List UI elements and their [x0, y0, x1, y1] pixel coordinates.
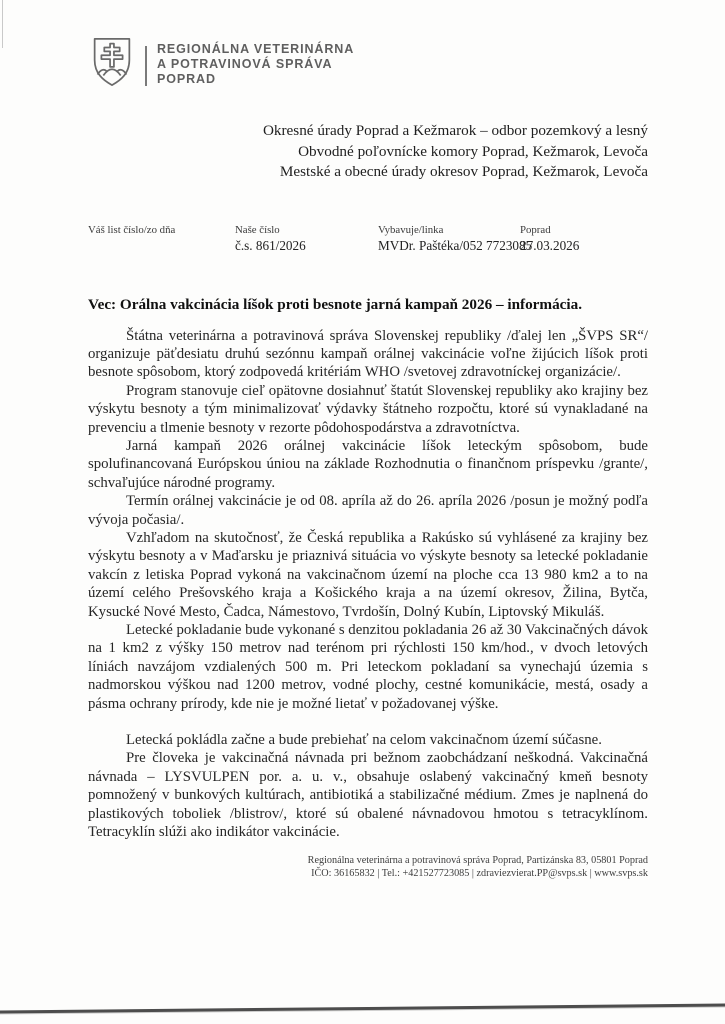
ref-place-date [520, 224, 579, 254]
letter-body [88, 327, 648, 842]
body-paragraph: Jarná kampaň 2026 orálnej vakcinácie líšok leteckým spôsobom, bude spolufinancovaná Európskou úniou na základe Rozhodnutia o finančnom príspevku /grante/, schvaľujúce národné programy. [88, 437, 648, 491]
body-paragraph: Vzhľadom na skutočnosť, že Česká republika a Rakúsko sú vyhlásené za krajiny bez výskytu besnoty a v Maďarsku je priaznivá situácia vo výskyte besnoty sa letecké pokladanie vakcín z letiska Poprad vykoná na vakcinačnom území na ploche cca 13 980 km2 a to na území celého Prešovského kraja a Košického kraja a na území okresov, Žilina, Bytča, Kysucké Nové Mesto, Čadca, Námestovo, Tvrdošín, Dolný Kubín, Liptovský Mikuláš. [88, 529, 648, 620]
ref-handler [378, 224, 532, 254]
org-name-line: POPRAD [157, 71, 216, 86]
body-paragraph: Letecká pokládla začne a bude prebiehať na celom vakcinačnom území súčasne. [126, 732, 602, 749]
body-paragraph: Štátna veterinárna a potravinová správa Slovenskej republiky /ďalej len „ŠVPS SR“/ organizuje päťdesiatu druhú sezónnu kampaň orálnej vakcinácie voľne žijúcich líšok proti besnote spôsobom, ktorý zodpovedá kritériám WHO /svetovej zdravotníckej organizácie/. [88, 327, 648, 381]
ref-our-number-label: Naše číslo [235, 223, 280, 236]
body-paragraph: Termín orálnej vakcinácie je od 08. apríla až do 26. apríla 2026 /posun je možný podľa vývoja počasia/. [88, 493, 648, 528]
slovak-coat-of-arms-icon [88, 35, 136, 89]
ref-our-number [235, 224, 306, 254]
org-name-line: A POTRAVINOVÁ SPRÁVA [157, 56, 333, 71]
reference-row [88, 224, 648, 258]
subject-line: Vec: Orálna vakcinácia líšok proti besnote jarná kampaň 2026 – informácia. [88, 295, 583, 313]
ref-handler-value: MVDr. Paštéka/052 7723085 [378, 237, 533, 253]
body-paragraph: Pre človeka je vakcinačná návnada pri bežnom zaobchádzaní neškodná. Vakcinačná návnada – LYSVULPEN por. a. u. v., obsahuje oslabený vakcinačný kmeň besnoty pomnožený v bunkových kultúrach, antibiotiká a stabilizačné médium. Zmes je naplnená do plastikových toboliek /blistrov/, ktoré sú obalené návnadovou hmotou s tetracyklínom. Tetracyklín slúži ako indikátor vakcinácie. [88, 750, 648, 841]
org-name [157, 38, 354, 87]
recipient-line: Mestské a obecné úrady okresov Poprad, Kežmarok, Levoča [279, 163, 648, 180]
letterhead-divider [145, 46, 147, 86]
recipient-line: Obvodné poľovnícke komory Poprad, Kežmarok, Levoča [298, 142, 648, 160]
org-name-line: REGIONÁLNA VETERINÁRNA [157, 41, 355, 56]
footer-line-1: Regionálna veterinárna a potravinová správa Poprad, Partizánska 83, 05801 Poprad [307, 855, 648, 867]
scan-edge-bottom [0, 1003, 725, 1013]
scan-edge-left [2, 0, 3, 48]
letterhead [88, 35, 725, 89]
footer-line-2: IČO: 36165832 | Tel.: +421527723085 | zdraviezvierat.PP@svps.sk | www.svps.sk [311, 868, 648, 880]
recipient-line: Okresné úrady Poprad a Kežmarok – odbor pozemkový a lesný [262, 122, 648, 139]
footer-contact [88, 854, 648, 880]
ref-handler-label: Vybavuje/linka [378, 223, 444, 236]
ref-place-label: Poprad [520, 223, 551, 236]
body-paragraph: Letecké pokladanie bude vykonané s denzitou pokladania 26 až 30 Vakcinačných dávok na 1 km2 z výšky 150 metrov nad terénom pri rýchlosti 150 km/hod., v dvoch letových líniách navzájom vzdialených 500 m. Pri leteckom pokladaní sa vynechajú územia s nadmorskou výškou nad 1200 metrov, vodné plochy, cestné komunikácie, mestá, osady a pásma ochrany prírody, kde nie je možné lietať v požadovanej výške. [88, 622, 648, 712]
ref-date-value: 27.03.2026 [520, 237, 580, 253]
body-paragraph: Program stanovuje cieľ opätovne dosiahnuť štatút Slovenskej republiky ako krajiny bez výskytu besnoty a tým minimalizovať výdavky štátneho rozpočtu, ktoré sú vynakladané na prevenciu a tlmenie besnoty v rezorte pôdohospodárstva a zdravotníctva. [88, 382, 648, 436]
ref-your-number-label: Váš list číslo/zo dňa [88, 223, 176, 236]
ref-your-number [88, 224, 175, 238]
ref-our-number-value: č.s. 861/2026 [235, 237, 306, 253]
recipient-block [88, 121, 648, 183]
